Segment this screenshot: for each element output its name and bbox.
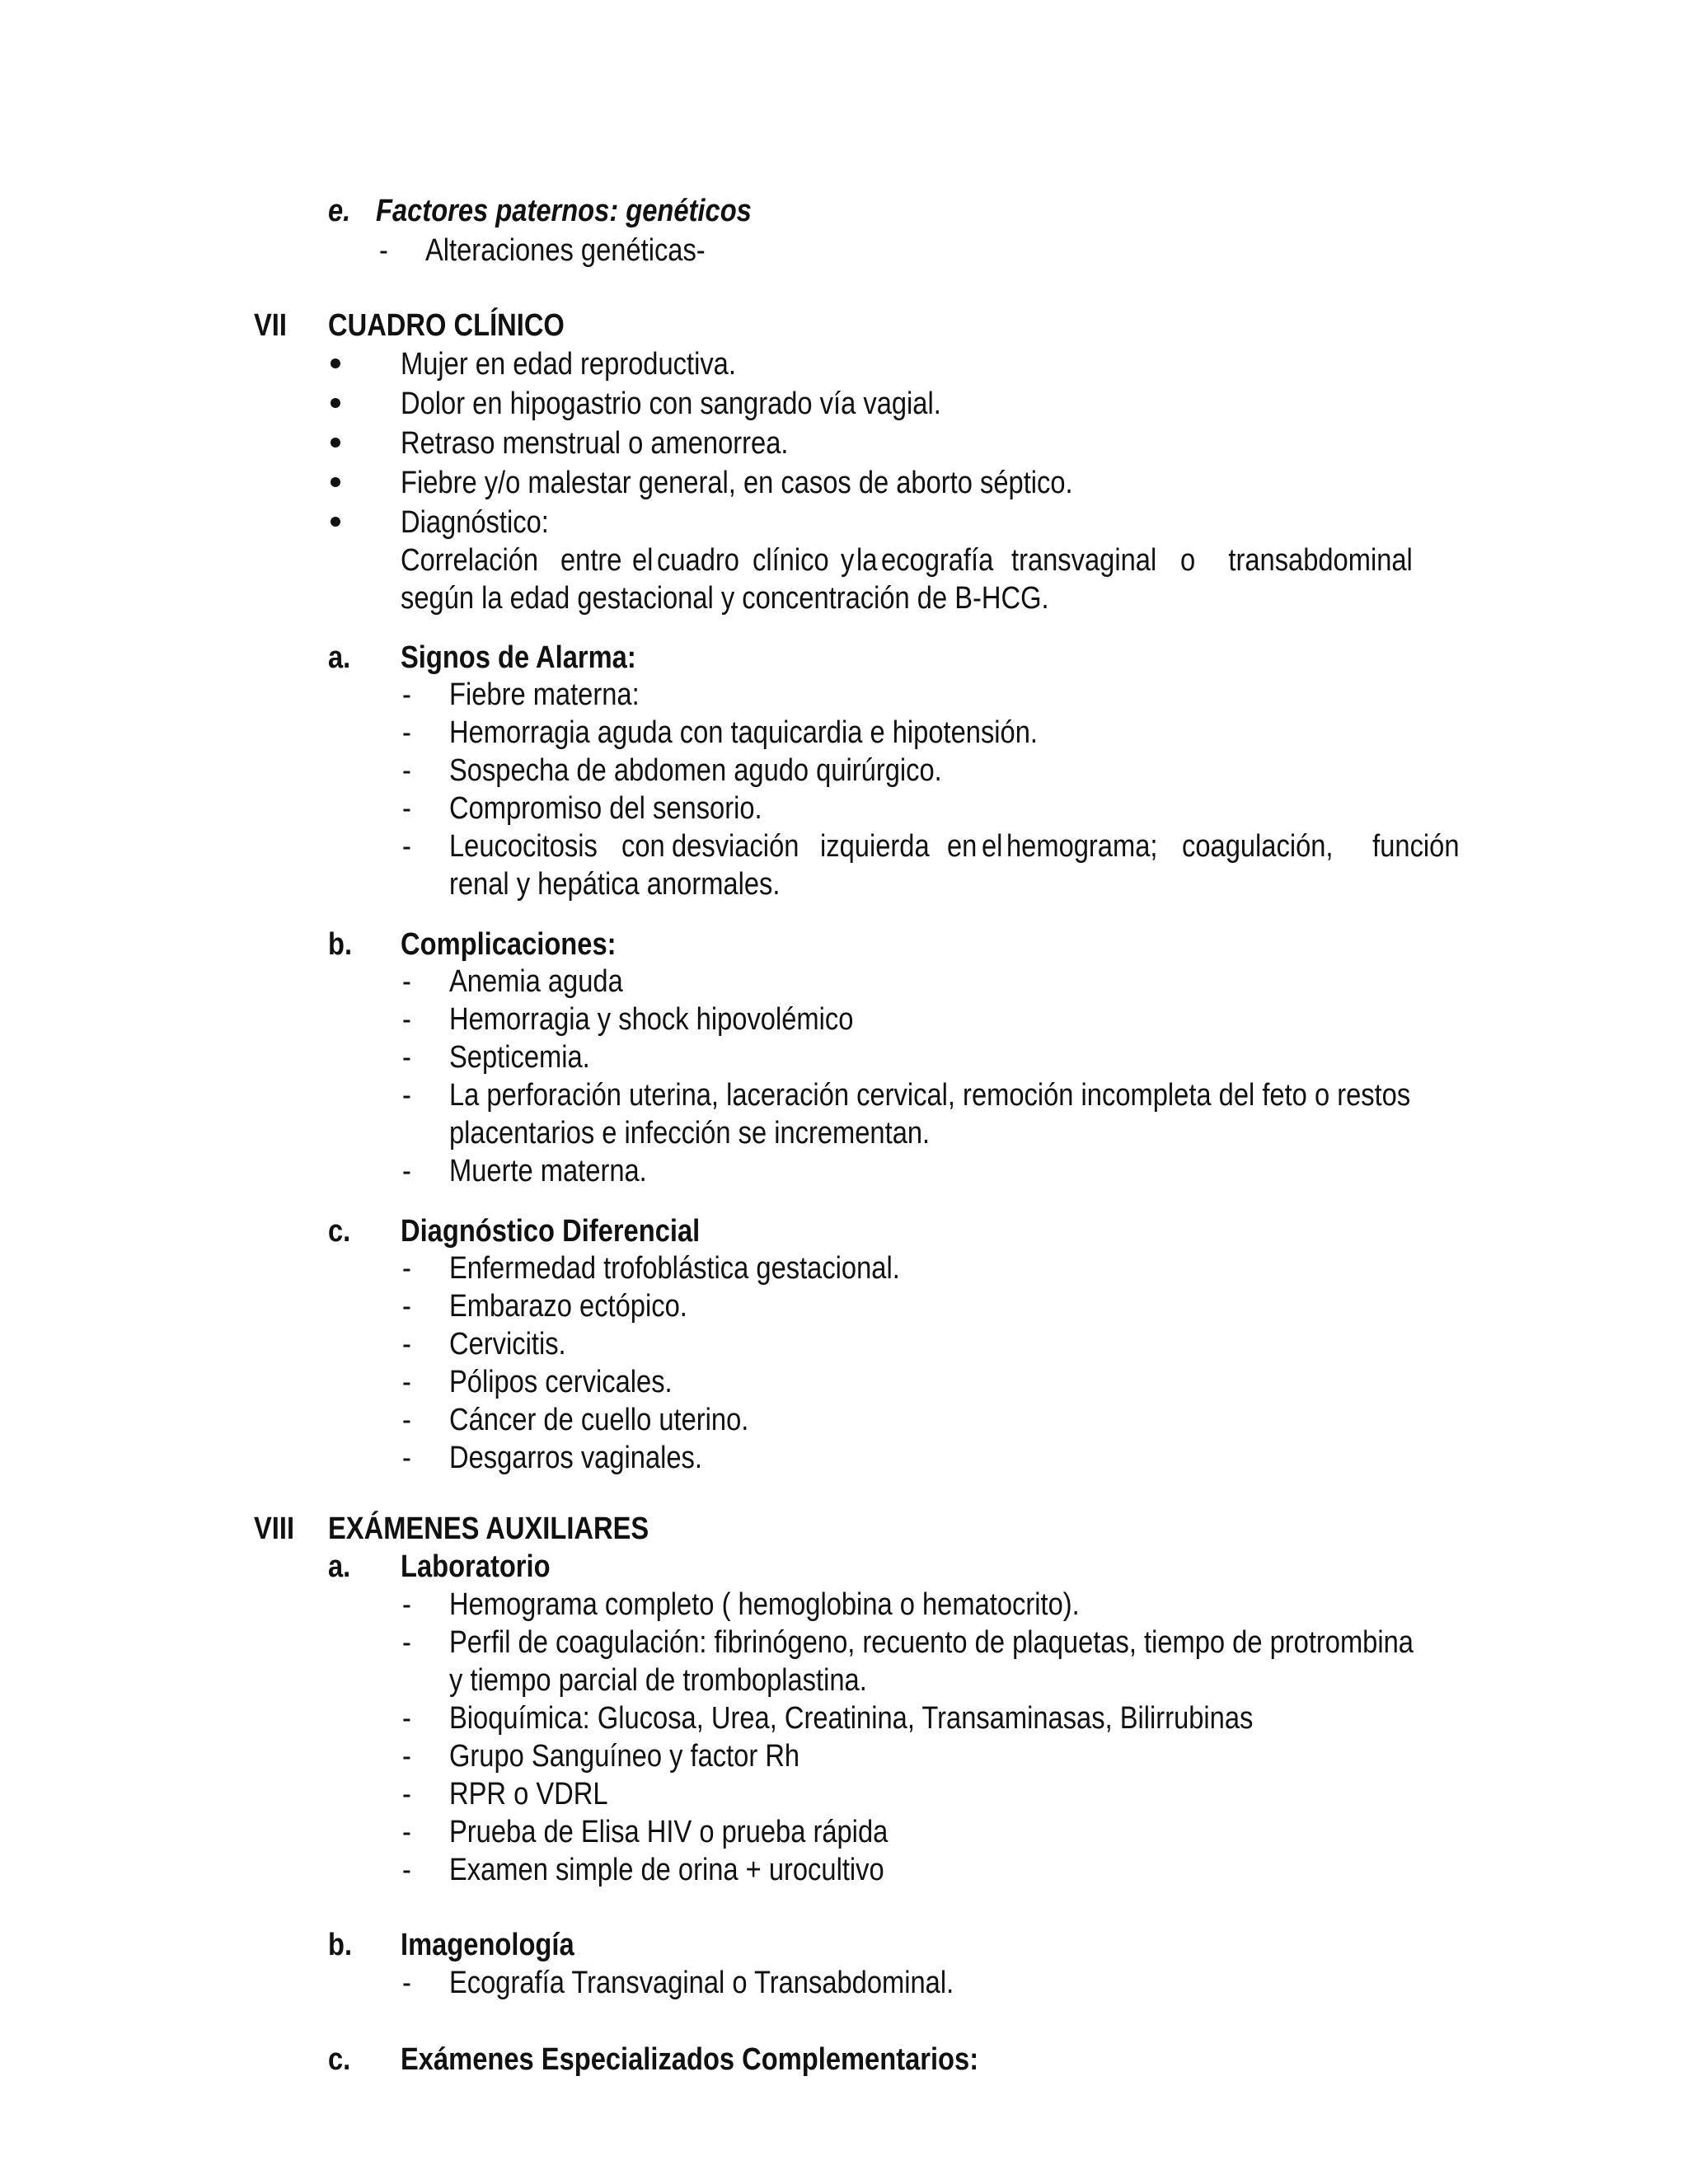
dash: -	[402, 1078, 411, 1113]
list-item: Dolor en hipogastrio con sangrado vía vagial.	[401, 387, 941, 421]
section-vii-title: CUADRO CLÍNICO	[328, 308, 565, 343]
dash: -	[402, 753, 411, 788]
bullet-icon	[331, 398, 340, 408]
list-item: Hemograma completo ( hemoglobina o hematocrito).	[449, 1587, 1080, 1622]
list-item: Ecografía Transvaginal o Transabdominal.	[449, 1966, 954, 2000]
list-item: Perfil de coagulación: fibrinógeno, recuento de plaquetas, tiempo de protrombina	[449, 1625, 1414, 1660]
bullet-icon	[331, 517, 340, 527]
list-item: Sospecha de abdomen agudo quirúrgico.	[449, 753, 942, 788]
dash: -	[402, 1251, 411, 1286]
word: transabdominal	[1227, 543, 1413, 578]
subsection-title: Diagnóstico Diferencial	[401, 1214, 701, 1249]
word: transvaginal	[1011, 543, 1157, 578]
dash: -	[402, 1040, 411, 1075]
bullet-icon	[331, 438, 340, 448]
list-item: Mujer en edad reproductiva.	[401, 347, 736, 382]
list-item: Muerte materna.	[449, 1154, 647, 1188]
word: hemograma;	[1006, 829, 1158, 864]
list-item: Bioquímica: Glucosa, Urea, Creatinina, Transaminasas, Bilirrubinas	[449, 1701, 1254, 1736]
list-item: Enfermedad trofoblástica gestacional.	[449, 1251, 900, 1286]
subsection-label: c.	[328, 1214, 351, 1249]
bullet-icon	[331, 477, 340, 487]
dash: -	[402, 677, 411, 712]
subsection-title: Imagenología	[401, 1928, 574, 1962]
word: clínico	[752, 543, 829, 578]
subsection-label: c.	[328, 2042, 351, 2077]
list-item: Grupo Sanguíneo y factor Rh	[449, 1739, 800, 1774]
section-viii-title: EXÁMENES AUXILIARES	[328, 1511, 649, 1546]
list-item: Retraso menstrual o amenorrea.	[401, 426, 789, 461]
dash: -	[402, 715, 411, 750]
list-item-continuation: renal y hepática anormales.	[449, 867, 781, 902]
list-item: Fiebre materna:	[449, 677, 640, 712]
subsection-title: Exámenes Especializados Complementarios:	[401, 2042, 979, 2077]
word: Correlación	[401, 543, 539, 578]
dash: -	[402, 791, 411, 826]
list-item	[449, 827, 1460, 865]
word: coagulación,	[1182, 829, 1334, 864]
dash: -	[379, 233, 388, 268]
list-item: Hemorragia y shock hipovolémico	[449, 1002, 854, 1037]
subsection-title: Complicaciones:	[401, 927, 617, 962]
list-item: Examen simple de orina + urocultivo	[449, 1853, 884, 1887]
dash: -	[402, 1154, 411, 1188]
dash: -	[402, 1365, 411, 1399]
word: con	[621, 829, 665, 864]
list-item: Compromiso del sensorio.	[449, 791, 762, 826]
word: y	[841, 543, 855, 578]
word: la	[856, 543, 878, 578]
word: el	[982, 829, 1003, 864]
dash: -	[402, 1777, 411, 1811]
section-vii-numeral: VII	[254, 308, 287, 343]
word: el	[631, 543, 654, 578]
word: desviación	[672, 829, 799, 864]
diagnostico-paragraph-line: según la edad gestacional y concentración de B-HCG.	[401, 581, 1049, 616]
list-item: Septicemia.	[449, 1040, 590, 1075]
word: izquierda	[819, 829, 930, 864]
list-item: Prueba de Elisa HIV o prueba rápida	[449, 1815, 889, 1849]
dash: -	[402, 829, 411, 864]
list-item: Anemia aguda	[449, 964, 623, 999]
dash: -	[402, 1403, 411, 1437]
list-item-continuation: y tiempo parcial de tromboplastina.	[449, 1663, 867, 1698]
section-e-title: Factores paternos: genéticos	[376, 194, 752, 228]
subsection-title: Laboratorio	[401, 1549, 551, 1584]
subsection-label: a.	[328, 640, 351, 675]
dash: -	[402, 1739, 411, 1774]
list-item: Desgarros vaginales.	[449, 1441, 702, 1475]
subsection-label: b.	[328, 1928, 353, 1962]
list-item: RPR o VDRL	[449, 1777, 608, 1811]
word: Leucocitosis	[449, 829, 598, 864]
subsection-label: a.	[328, 1549, 351, 1584]
word: función	[1372, 829, 1460, 864]
word: o	[1180, 543, 1196, 578]
list-item: Embarazo ectópico.	[449, 1289, 687, 1324]
list-item: La perforación uterina, laceración cervical, remoción incompleta del feto o restos	[449, 1078, 1411, 1113]
list-item-continuation: placentarios e infección se incrementan.	[449, 1116, 931, 1151]
list-item: Hemorragia aguda con taquicardia e hipotensión.	[449, 715, 1038, 750]
dash: -	[402, 1625, 411, 1660]
dash: -	[402, 1966, 411, 2000]
word: cuadro	[656, 543, 739, 578]
list-item: Fiebre y/o malestar general, en casos de aborto séptico.	[401, 466, 1073, 500]
dash: -	[402, 1327, 411, 1361]
diagnostico-paragraph-line	[401, 541, 1411, 579]
word: entre	[560, 543, 622, 578]
list-item: Cervicitis.	[449, 1327, 566, 1361]
subsection-label: b.	[328, 927, 353, 962]
subsection-title: Signos de Alarma:	[401, 640, 636, 675]
dash: -	[402, 964, 411, 999]
dash: -	[402, 1002, 411, 1037]
section-viii-numeral: VIII	[254, 1511, 295, 1546]
list-item: Alteraciones genéticas-	[425, 233, 706, 268]
dash: -	[402, 1289, 411, 1324]
dash: -	[402, 1701, 411, 1736]
list-item: Cáncer de cuello uterino.	[449, 1403, 749, 1437]
section-e-label: e.	[328, 194, 351, 228]
word: ecografía	[881, 543, 994, 578]
dash: -	[402, 1853, 411, 1887]
dash: -	[402, 1441, 411, 1475]
dash: -	[402, 1587, 411, 1622]
dash: -	[402, 1815, 411, 1849]
bullet-icon	[331, 359, 340, 368]
word: en	[947, 829, 978, 864]
list-item: Diagnóstico:	[401, 505, 549, 540]
list-item: Pólipos cervicales.	[449, 1365, 673, 1399]
